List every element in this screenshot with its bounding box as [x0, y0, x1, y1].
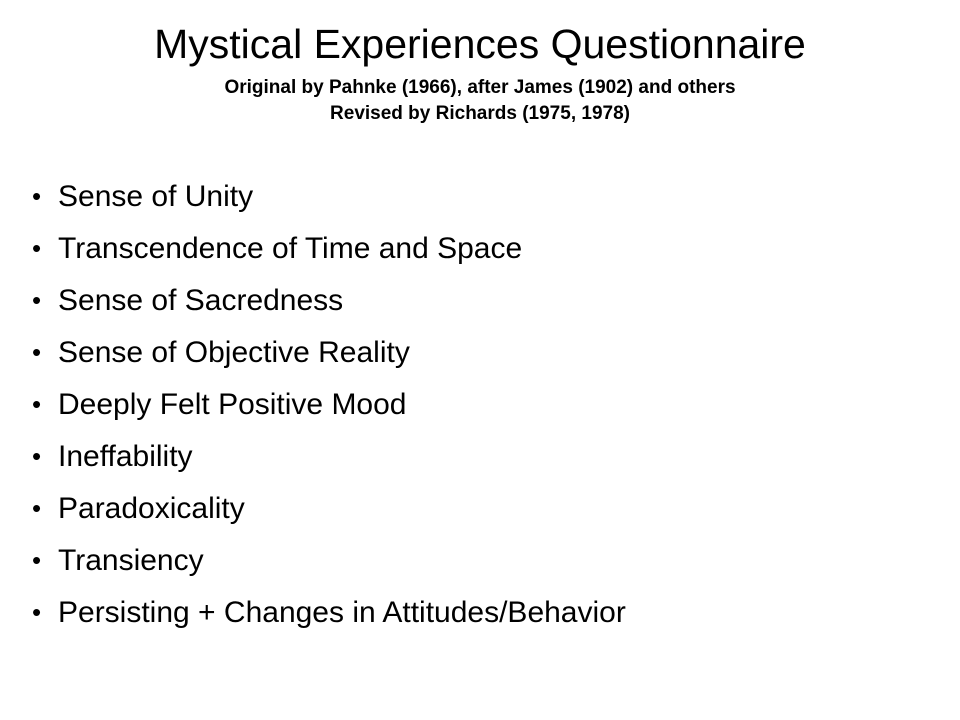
list-item: [24, 546, 936, 576]
bullet-list: [24, 182, 936, 650]
list-item-label: Persisting + Changes in Attitudes/Behavior: [58, 596, 626, 629]
bullet-point-icon: •: [32, 441, 42, 471]
list-item: [24, 390, 936, 420]
list-item-label: Paradoxicality: [58, 492, 245, 525]
bullet-point-icon: •: [32, 493, 42, 523]
bullet-point-icon: •: [32, 389, 42, 419]
bullet-point-icon: •: [32, 545, 42, 575]
list-item: [24, 494, 936, 524]
list-item-label: Sense of Sacredness: [58, 284, 344, 317]
bullet-point-icon: •: [32, 285, 42, 315]
list-item-label: Transiency: [58, 544, 204, 577]
list-item-label: Ineffability: [58, 440, 193, 473]
bullet-point-icon: •: [32, 233, 42, 263]
list-item: [24, 442, 936, 472]
page-title: Mystical Experiences Questionnaire: [154, 21, 806, 67]
subtitle-line-2: Revised by Richards (1975, 1978): [330, 103, 630, 125]
list-item-label: Sense of Objective Reality: [58, 336, 410, 369]
list-item: [24, 234, 936, 264]
list-item: [24, 182, 936, 212]
bullet-point-icon: •: [32, 181, 42, 211]
list-item: [24, 286, 936, 316]
list-item: [24, 338, 936, 368]
list-item-label: Transcendence of Time and Space: [58, 232, 523, 265]
bullet-point-icon: •: [32, 337, 42, 367]
bullet-point-icon: •: [32, 597, 42, 627]
title-block: [0, 0, 960, 128]
subtitle-line-1: Original by Pahnke (1966), after James (1902) and others: [224, 77, 736, 99]
list-item-label: Sense of Unity: [58, 180, 254, 213]
list-item-label: Deeply Felt Positive Mood: [58, 388, 407, 421]
list-item: [24, 598, 936, 628]
